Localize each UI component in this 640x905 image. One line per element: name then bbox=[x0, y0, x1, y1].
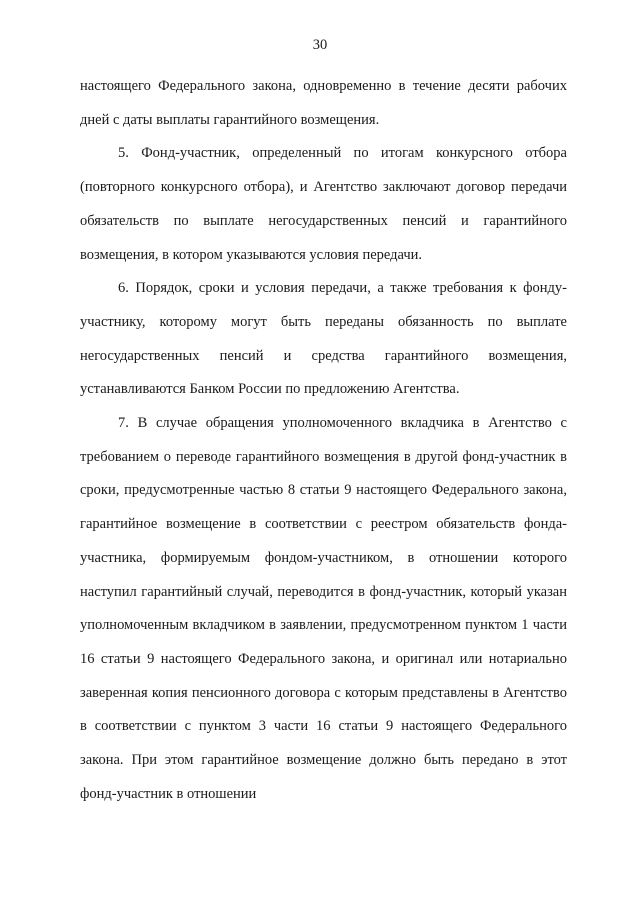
paragraph-continuation: настоящего Федерального закона, одновременно в течение десяти рабочих дней с даты выплаты гарантийного возмещения. bbox=[80, 78, 567, 128]
page-number: 30 bbox=[312, 37, 328, 53]
document-body bbox=[80, 70, 567, 811]
paragraph-item-7: 7. В случае обращения уполномоченного вкладчика в Агентство с требованием о переводе гарантийного возмещения в другой фонд-участник в сроки, предусмотренные частью 8 статьи 9 настоящего Федерального закона, гарантийное возмещение в соответствии с реестром обязательств фонда-участника, формируемым фондом-участником, в отношении которого наступил гарантийный случай, переводится в фонд-участник, который указан уполномоченным вкладчиком в заявлении, предусмотренном пунктом 1 части 16 статьи 9 настоящего Федерального закона, и оригинал или нотариально заверенная копия пенсионного договора с которым представлены в Агентство в соответствии с пунктом 3 части 16 статьи 9 настоящего Федерального закона. При этом гарантийное возмещение должно быть передано в этот фонд-участник в отношении bbox=[80, 415, 567, 802]
paragraph-item-6: 6. Порядок, сроки и условия передачи, а также требования к фонду-участнику, которому могут быть переданы обязанность по выплате негосударственных пенсий и средства гарантийного возмещения, устанавливаются Банком России по предложению Агентства. bbox=[80, 280, 567, 398]
paragraph-item-5: 5. Фонд-участник, определенный по итогам конкурсного отбора (повторного конкурсного отбора), и Агентство заключают договор передачи обязательств по выплате негосударственных пенсий и гарантийного возмещения, в котором указываются условия передачи. bbox=[80, 145, 567, 263]
